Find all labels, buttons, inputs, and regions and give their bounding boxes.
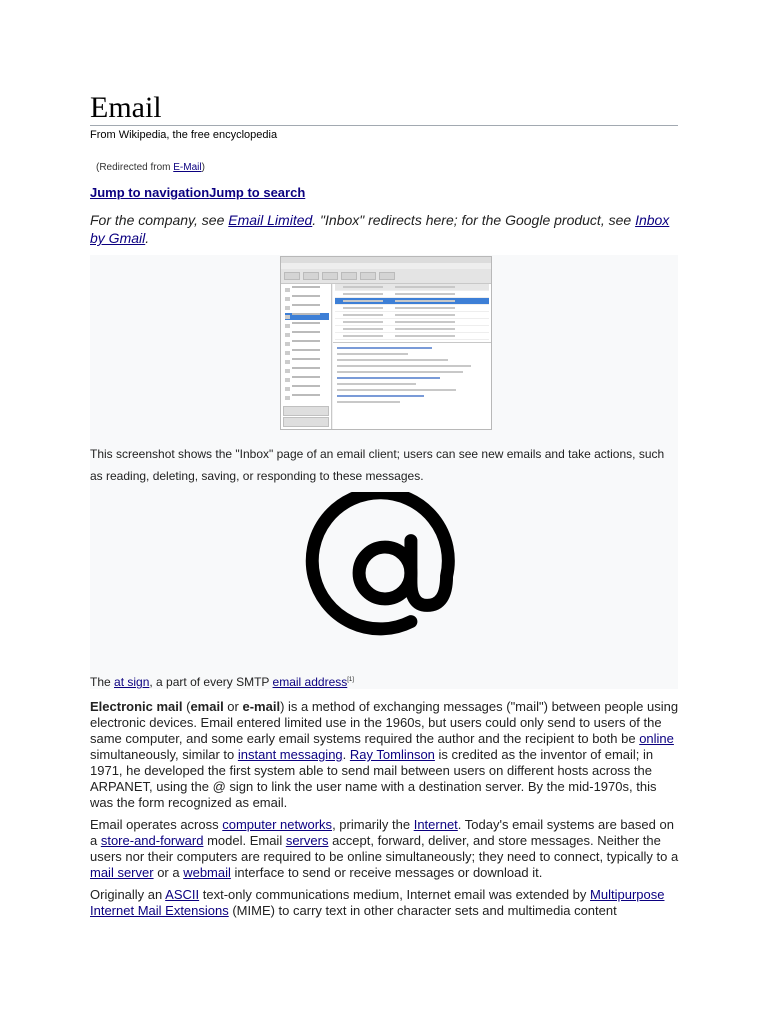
at-sign-icon[interactable] xyxy=(304,492,466,654)
client-folder-selected xyxy=(285,313,329,320)
store-and-forward-link[interactable]: store-and-forward xyxy=(100,833,204,848)
client-message-list xyxy=(333,284,491,343)
hatnote-text: . "Inbox" redirects here; for the Google product, see xyxy=(312,212,636,228)
para-text: simultaneously, similar to xyxy=(90,747,238,762)
para-text: ( xyxy=(182,699,191,714)
redirect-link[interactable]: E-Mail xyxy=(173,162,202,173)
para-text: text-only communications medium, Internet email was extended by xyxy=(199,887,591,902)
client-folder xyxy=(285,376,329,383)
client-preview-line xyxy=(337,389,456,391)
online-link[interactable]: online xyxy=(639,731,674,746)
para-text: , primarily the xyxy=(332,817,414,832)
client-message-row xyxy=(335,333,489,340)
client-message-row xyxy=(335,312,489,319)
para-text: is credited as the inventor of email; in 1971, he developed the first system able to send mail between users on different hosts across the ARPANET, using the @ sign to link the user name with a destination server. By the mid-1970s, this was the form recognized as email. xyxy=(90,747,657,810)
client-message-row xyxy=(335,291,489,298)
title-divider xyxy=(90,125,678,126)
intro-paragraph xyxy=(90,699,680,811)
email-client-screenshot[interactable] xyxy=(280,256,492,430)
client-folder xyxy=(285,358,329,365)
ascii-link[interactable]: ASCII xyxy=(165,887,200,902)
client-pane-buttons xyxy=(283,405,329,427)
instant-messaging-link[interactable]: instant messaging xyxy=(237,747,343,762)
para-text: accept, forward, deliver, and store messages. Neither the users nor their computers are required to be online simultaneously; they need to connect, typically to a xyxy=(90,833,679,864)
client-preview-line xyxy=(337,383,416,385)
client-preview-line xyxy=(337,347,432,349)
email-address-link[interactable]: email address xyxy=(272,675,348,689)
client-message-row xyxy=(335,305,489,312)
client-message-row-selected xyxy=(335,298,489,305)
internet-link[interactable]: Internet xyxy=(413,817,458,832)
client-preview-pane xyxy=(333,343,491,429)
at-sign-link[interactable]: at sign xyxy=(114,675,150,689)
bold-term: e-mail xyxy=(242,699,281,714)
client-folder xyxy=(285,304,329,311)
client-toolbar-button xyxy=(322,272,338,280)
bold-term: email xyxy=(190,699,224,714)
bold-term: Electronic mail xyxy=(90,699,183,714)
redirect-note xyxy=(96,162,205,173)
para-text: model. Email xyxy=(203,833,286,848)
client-toolbar-button xyxy=(379,272,395,280)
para-text: Email operates across xyxy=(90,817,223,832)
networks-paragraph xyxy=(90,817,680,881)
client-folder-pane xyxy=(281,284,332,429)
client-preview-line xyxy=(337,365,471,367)
caption-text: The xyxy=(90,675,115,689)
client-preview-line xyxy=(337,395,424,397)
client-folder xyxy=(285,295,329,302)
caption-text: , a part of every SMTP xyxy=(149,675,273,689)
para-text: Originally an xyxy=(90,887,166,902)
client-preview-line xyxy=(337,359,448,361)
para-text: interface to send or receive messages or download it. xyxy=(230,865,543,880)
servers-link[interactable]: servers xyxy=(285,833,329,848)
jump-links xyxy=(90,185,305,200)
client-folder xyxy=(285,349,329,356)
figure-caption-at-sign xyxy=(90,675,354,689)
client-toolbar-button xyxy=(341,272,357,280)
client-preview-line xyxy=(337,353,408,355)
client-pane-button xyxy=(283,406,329,416)
client-folder xyxy=(285,322,329,329)
mail-server-link[interactable]: mail server xyxy=(90,865,154,880)
client-toolbar-button xyxy=(303,272,319,280)
computer-networks-link[interactable]: computer networks xyxy=(222,817,333,832)
client-preview-line xyxy=(337,401,400,403)
jump-to-navigation-link[interactable]: Jump to navigation xyxy=(90,185,210,200)
webmail-link[interactable]: webmail xyxy=(183,865,231,880)
figure-caption-email-client: This screenshot shows the "Inbox" page of an email client; users can see new emails and take actions, such as reading, deleting, saving, or responding to these messages. xyxy=(90,447,665,483)
client-folder xyxy=(285,331,329,338)
mime-link[interactable]: Multipurpose Internet Mail Extensions xyxy=(90,887,665,918)
email-limited-link[interactable]: Email Limited xyxy=(228,212,313,228)
client-preview-line xyxy=(337,377,440,379)
client-folder xyxy=(285,367,329,374)
client-preview-line xyxy=(337,371,463,373)
para-text: . Today's email systems are based on a xyxy=(90,817,674,848)
client-folder xyxy=(285,286,329,293)
hatnote xyxy=(90,211,678,247)
client-message-row xyxy=(335,326,489,333)
client-toolbar xyxy=(281,269,491,284)
para-text: or xyxy=(223,699,243,714)
reference-1[interactable]: [1] xyxy=(347,677,354,683)
client-folder xyxy=(285,340,329,347)
site-tagline: From Wikipedia, the free encyclopedia xyxy=(90,129,278,141)
ray-tomlinson-link[interactable]: Ray Tomlinson xyxy=(349,747,435,762)
jump-to-search-link[interactable]: Jump to search xyxy=(209,185,306,200)
redirect-prefix: (Redirected from xyxy=(96,162,174,173)
client-folder xyxy=(285,385,329,392)
para-text: . xyxy=(342,747,350,762)
para-text: or a xyxy=(153,865,184,880)
hatnote-text: . xyxy=(145,230,150,246)
hatnote-text: For the company, see xyxy=(90,212,229,228)
redirect-suffix: ) xyxy=(201,162,205,173)
client-toolbar-button xyxy=(360,272,376,280)
client-message-row xyxy=(335,319,489,326)
client-message-header xyxy=(335,284,489,291)
client-toolbar-button xyxy=(284,272,300,280)
para-text: (MIME) to carry text in other character sets and multimedia content xyxy=(228,903,617,918)
client-folder xyxy=(285,394,329,401)
mime-paragraph xyxy=(90,887,680,919)
para-text: ) is a method of exchanging messages ("mail") between people using electronic devices. Email entered limited use in the 1960s, but users could only send to users of the same computer, and some early email systems required the author and the recipient to both be xyxy=(90,699,679,746)
page-title: Email xyxy=(90,91,162,124)
client-pane-button xyxy=(283,417,329,427)
inbox-by-gmail-link[interactable]: Inbox by Gmail xyxy=(90,212,670,246)
